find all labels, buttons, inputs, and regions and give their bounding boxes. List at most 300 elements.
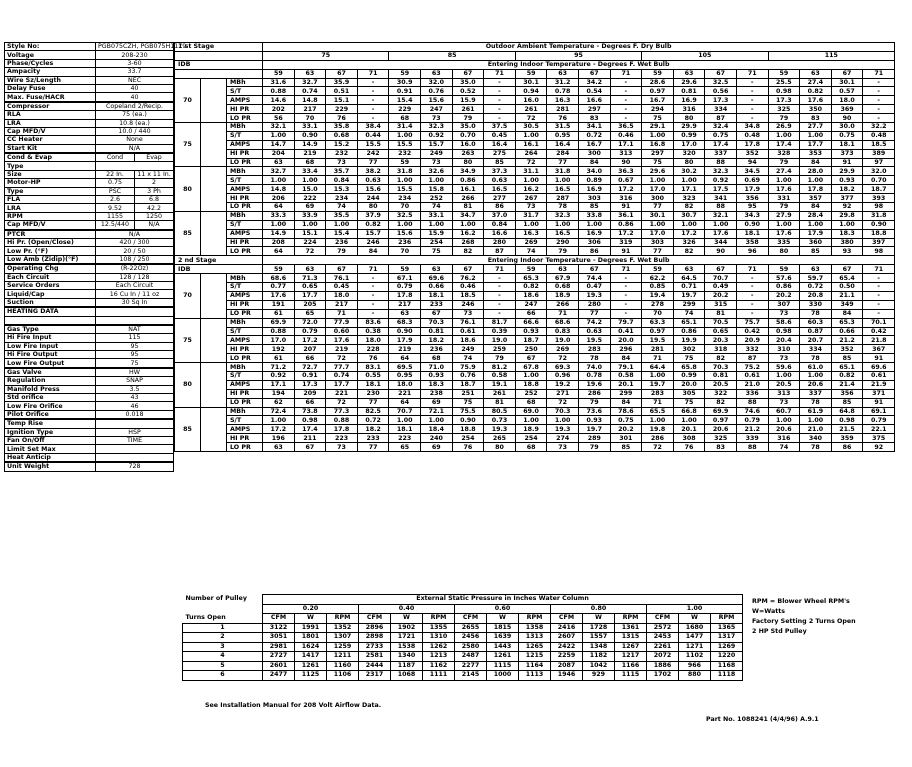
performance-value: 28.6: [642, 78, 674, 87]
spec-label: Unit Weight: [5, 462, 96, 471]
performance-value: 278: [642, 300, 674, 309]
performance-value: 393: [863, 194, 895, 203]
performance-value: -: [610, 105, 642, 114]
performance-value: 300: [578, 149, 610, 158]
performance-value: 84: [357, 247, 389, 256]
performance-value: 70: [642, 309, 674, 318]
performance-value: 70: [389, 247, 421, 256]
performance-value: 20.3: [705, 336, 737, 345]
performance-value: 335: [768, 238, 800, 247]
performance-value: 375: [863, 434, 895, 443]
performance-value: 0.87: [800, 327, 832, 336]
performance-value: 0.96: [547, 371, 579, 380]
performance-value: 70: [294, 114, 326, 123]
performance-value: 16.0: [515, 96, 547, 105]
wet-bulb-temp: 63: [421, 69, 453, 78]
performance-value: 32.7: [294, 78, 326, 87]
performance-value: 77.9: [326, 318, 358, 327]
metric-label: S/T: [227, 87, 263, 96]
performance-value: 35.7: [326, 167, 358, 176]
fan-value: 2727: [263, 652, 295, 662]
performance-value: 0.61: [452, 327, 484, 336]
spec-row: [5, 359, 174, 368]
performance-value: 76.1: [326, 274, 358, 283]
performance-value: 17.0: [642, 229, 674, 238]
performance-value: 18.3: [421, 380, 453, 389]
spec-row: [5, 238, 174, 246]
fan-value: 1361: [615, 623, 647, 633]
performance-row: [175, 105, 895, 114]
performance-value: -: [736, 300, 768, 309]
spec-row: [5, 410, 174, 419]
performance-value: 221: [326, 389, 358, 398]
fan-subheader: RPM: [711, 614, 743, 624]
spec-value: 0.018: [96, 410, 174, 419]
metric-label: HI PR: [227, 300, 263, 309]
wet-bulb-temp: 59: [263, 265, 295, 274]
performance-value: 261: [452, 105, 484, 114]
performance-value: 0.45: [326, 283, 358, 292]
performance-value: 32.1: [705, 211, 737, 220]
performance-value: 360: [800, 238, 832, 247]
performance-value: 15.5: [357, 140, 389, 149]
fan-value: 1220: [711, 652, 743, 662]
performance-value: 330: [800, 300, 832, 309]
performance-value: 313: [610, 149, 642, 158]
performance-value: 72: [547, 354, 579, 363]
performance-value: 18.8: [452, 425, 484, 434]
spec-row: [5, 59, 174, 67]
spec-label: Service Orders: [5, 281, 96, 289]
performance-value: 1.00: [768, 371, 800, 380]
performance-value: 0.79: [294, 327, 326, 336]
performance-value: -: [357, 105, 389, 114]
performance-value: 269: [547, 345, 579, 354]
performance-value: 20.6: [768, 425, 800, 434]
wet-bulb-temp: 63: [294, 69, 326, 78]
blank-cell: [175, 69, 263, 78]
performance-row: [175, 229, 895, 238]
fan-value: 2444: [359, 661, 391, 671]
fan-value: 1307: [327, 633, 359, 643]
metric-label: MBh: [227, 78, 263, 87]
performance-value: 77: [547, 158, 579, 167]
performance-value: 84: [610, 354, 642, 363]
blank-cell: [201, 123, 227, 167]
spec-label: Gas Type: [5, 325, 96, 334]
fan-value: 1702: [647, 671, 679, 681]
performance-value: 97: [863, 158, 895, 167]
performance-value: 65.5: [642, 407, 674, 416]
performance-value: 15.7: [357, 229, 389, 238]
performance-value: 0.72: [800, 283, 832, 292]
performance-value: 15.9: [452, 96, 484, 105]
fan-value: 1340: [391, 652, 423, 662]
performance-value: -: [484, 283, 516, 292]
performance-value: 0.92: [705, 176, 737, 185]
wet-bulb-temp: 59: [389, 69, 421, 78]
performance-value: 0.90: [452, 416, 484, 425]
performance-row: [175, 443, 895, 452]
wet-bulb-temp: 67: [452, 265, 484, 274]
fan-value: 2580: [455, 642, 487, 652]
performance-value: 17.1: [610, 140, 642, 149]
spec-label: Limit Set Max: [5, 445, 96, 453]
fan-value: 1217: [615, 652, 647, 662]
performance-value: 82: [705, 354, 737, 363]
fan-value: 2317: [359, 671, 391, 681]
performance-value: 29.9: [831, 167, 863, 176]
performance-value: 17.0: [263, 336, 295, 345]
metric-label: S/T: [227, 416, 263, 425]
spec-value: 3-60: [96, 59, 174, 67]
performance-value: 36.1: [610, 211, 642, 220]
performance-value: 16.9: [673, 96, 705, 105]
performance-value: 15.5: [389, 185, 421, 194]
wet-bulb-temp: 67: [705, 265, 737, 274]
performance-value: 0.61: [736, 371, 768, 380]
performance-value: 0.57: [831, 87, 863, 96]
metric-label: AMPS: [227, 380, 263, 389]
turns-open-label: Turns Open: [185, 614, 226, 621]
performance-value: 320: [673, 149, 705, 158]
spec-value: [96, 419, 174, 428]
performance-value: -: [736, 274, 768, 283]
turns-open: 2: [183, 633, 263, 643]
performance-value: 1.00: [515, 416, 547, 425]
performance-value: 0.46: [452, 283, 484, 292]
performance-value: 19.0: [484, 336, 516, 345]
performance-value: -: [863, 78, 895, 87]
idb-value: 85: [175, 407, 201, 451]
performance-value: 15.4: [326, 229, 358, 238]
blank-cell: [201, 78, 227, 122]
metric-label: AMPS: [227, 140, 263, 149]
performance-value: 69: [421, 398, 453, 407]
performance-value: 0.81: [421, 327, 453, 336]
performance-value: -: [484, 309, 516, 318]
performance-value: 71: [642, 354, 674, 363]
performance-value: 70.7: [705, 274, 737, 283]
performance-value: 76: [452, 443, 484, 452]
performance-value: 254: [515, 434, 547, 443]
performance-value: 73: [326, 158, 358, 167]
performance-value: 280: [484, 238, 516, 247]
performance-value: 31.8: [863, 211, 895, 220]
wet-bulb-temp: 59: [389, 265, 421, 274]
static-pressure: 1.00: [647, 604, 743, 614]
blank-cell: [201, 211, 227, 255]
performance-value: 64: [389, 354, 421, 363]
turns-open: 1: [183, 623, 263, 633]
performance-value: 34.3: [736, 211, 768, 220]
performance-value: 0.70: [863, 176, 895, 185]
fan-value: 2607: [551, 633, 583, 643]
performance-value: 0.65: [294, 283, 326, 292]
performance-row: [175, 407, 895, 416]
performance-value: 229: [389, 105, 421, 114]
performance-value: 32.0: [421, 78, 453, 87]
performance-row: [175, 416, 895, 425]
static-pressure-title: External Static Pressure in Inches Water Column: [263, 595, 743, 605]
performance-value: -: [736, 114, 768, 123]
performance-value: 0.78: [578, 371, 610, 380]
performance-value: 80: [673, 114, 705, 123]
performance-value: 75.7: [736, 318, 768, 327]
fan-value: 1213: [423, 652, 455, 662]
performance-value: 0.90: [294, 131, 326, 140]
performance-value: 79: [768, 114, 800, 123]
performance-value: 18.2: [831, 185, 863, 194]
fan-value: 1317: [711, 633, 743, 643]
performance-value: 85: [484, 158, 516, 167]
fan-value: 1355: [423, 623, 455, 633]
performance-value: 78: [800, 443, 832, 452]
performance-value: 65: [389, 443, 421, 452]
performance-value: 83.1: [357, 363, 389, 372]
performance-value: 19.7: [673, 291, 705, 300]
performance-row: [175, 78, 895, 87]
spec-value: 16 Cu In / 11 oz: [96, 290, 174, 298]
performance-value: 196: [263, 434, 295, 443]
performance-value: 15.6: [421, 96, 453, 105]
performance-value: 62: [263, 398, 295, 407]
performance-value: 31.7: [515, 211, 547, 220]
performance-value: 367: [863, 345, 895, 354]
fan-value: 2581: [359, 652, 391, 662]
spec-value-2: 42.2: [135, 204, 174, 212]
performance-value: 0.48: [863, 131, 895, 140]
performance-value: 31.8: [389, 167, 421, 176]
performance-value: 18.0: [326, 291, 358, 300]
performance-value: 60.3: [800, 318, 832, 327]
performance-value: 36.3: [610, 167, 642, 176]
performance-value: 16.3: [547, 96, 579, 105]
performance-value: 1.00: [515, 176, 547, 185]
performance-value: 19.9: [673, 336, 705, 345]
performance-value: 85: [578, 203, 610, 212]
performance-row: [175, 425, 895, 434]
performance-value: 18.1: [421, 291, 453, 300]
performance-value: 0.46: [610, 131, 642, 140]
performance-value: 18.5: [863, 140, 895, 149]
performance-value: 19.6: [578, 380, 610, 389]
performance-value: 389: [863, 149, 895, 158]
performance-value: 27.4: [768, 167, 800, 176]
performance-value: 71.2: [263, 363, 295, 372]
spec-label: Start Kit: [5, 144, 96, 153]
metric-label: HI PR: [227, 389, 263, 398]
performance-value: 86: [578, 247, 610, 256]
spec-value: NAT: [96, 325, 174, 334]
spec-value: HW: [96, 368, 174, 377]
performance-value: 21.2: [831, 336, 863, 345]
performance-value: 33.3: [263, 211, 295, 220]
performance-row: [175, 140, 895, 149]
performance-value: 90: [831, 114, 863, 123]
performance-value: 246: [357, 238, 389, 247]
spec-value: Cond: [96, 153, 135, 162]
performance-row: [175, 247, 895, 256]
performance-value: 70.3: [705, 363, 737, 372]
performance-value: -: [863, 105, 895, 114]
performance-value: 14.9: [263, 229, 295, 238]
performance-value: 83.6: [357, 318, 389, 327]
performance-value: 96: [736, 247, 768, 256]
fan-subheader: CFM: [455, 614, 487, 624]
metric-label: S/T: [227, 220, 263, 229]
performance-value: 30.2: [673, 167, 705, 176]
performance-value: 275: [484, 149, 516, 158]
grid-header-row: [175, 256, 895, 265]
performance-value: 66.8: [673, 407, 705, 416]
performance-value: -: [863, 309, 895, 318]
spec-label: Low Fire Orifice: [5, 402, 96, 410]
wet-bulb-temp: 71: [610, 69, 642, 78]
spec-label: Compressor: [5, 102, 96, 111]
fan-value: 2981: [263, 642, 295, 652]
metric-label: HI PR: [227, 149, 263, 158]
spec-row: [5, 385, 174, 393]
spec-value: 33.7: [96, 68, 174, 76]
spec-label: FLA: [5, 196, 96, 204]
performance-row: [175, 149, 895, 158]
performance-value: 0.69: [736, 176, 768, 185]
performance-value: 1.00: [768, 131, 800, 140]
performance-value: 17.6: [705, 229, 737, 238]
performance-value: 204: [263, 149, 295, 158]
performance-value: 78: [800, 354, 832, 363]
metric-label: HI PR: [227, 434, 263, 443]
performance-value: 1.00: [547, 220, 579, 229]
performance-row: [175, 114, 895, 123]
performance-value: 70.5: [705, 318, 737, 327]
spec-value: 108 / 250: [96, 255, 174, 264]
performance-value: 397: [863, 238, 895, 247]
outdoor-temp: 105: [642, 51, 768, 60]
spec-label: Suction: [5, 298, 96, 307]
spec-row: [5, 402, 174, 410]
performance-value: 66: [294, 398, 326, 407]
performance-value: 0.82: [800, 87, 832, 96]
performance-value: 266: [452, 194, 484, 203]
performance-value: 1.00: [421, 220, 453, 229]
performance-value: 17.1: [263, 380, 295, 389]
performance-value: 17.6: [800, 96, 832, 105]
spec-label: Delay Fuse: [5, 84, 96, 92]
performance-value: 240: [421, 434, 453, 443]
spec-row: [5, 144, 174, 153]
performance-value: 356: [736, 194, 768, 203]
metric-label: LO PR: [227, 158, 263, 167]
fan-value: 1477: [679, 633, 711, 643]
fan-subheader: CFM: [551, 614, 583, 624]
spec-value: 3.5: [96, 385, 174, 393]
spec-value: 2.6: [96, 196, 135, 204]
performance-value: 73: [326, 443, 358, 452]
performance-value: 192: [263, 345, 295, 354]
spec-value: 22 In.: [96, 170, 135, 178]
spec-row: [5, 334, 174, 342]
cooling-performance-table: [174, 42, 894, 452]
performance-value: 0.81: [705, 371, 737, 380]
fan-value: 1358: [519, 623, 551, 633]
spec-label: Gas Valve: [5, 368, 96, 377]
spec-label: Wire Sz/Length: [5, 76, 96, 84]
idb-value: 80: [175, 363, 201, 407]
performance-value: 16.1: [452, 185, 484, 194]
performance-value: 0.70: [452, 131, 484, 140]
spec-value-2: 11 x 11 In.: [135, 170, 174, 178]
performance-value: 74: [515, 247, 547, 256]
spec-value: 43: [96, 394, 174, 402]
performance-value: -: [610, 96, 642, 105]
performance-value: 72.7: [294, 363, 326, 372]
performance-value: 18.7: [452, 380, 484, 389]
performance-value: 0.66: [421, 283, 453, 292]
performance-row: [175, 238, 895, 247]
performance-value: 30.1: [831, 78, 863, 87]
performance-value: 26.9: [768, 123, 800, 132]
spec-label: Hi Fire Output: [5, 351, 96, 359]
performance-value: 38.2: [357, 167, 389, 176]
performance-value: 0.92: [421, 131, 453, 140]
performance-value: 17.3: [294, 380, 326, 389]
performance-value: 20.5: [705, 380, 737, 389]
performance-value: 246: [452, 300, 484, 309]
metric-label: AMPS: [227, 425, 263, 434]
performance-value: -: [610, 291, 642, 300]
performance-value: 29.9: [673, 123, 705, 132]
performance-value: 91: [863, 398, 895, 407]
performance-value: 72.1: [421, 407, 453, 416]
performance-value: 57.6: [768, 274, 800, 283]
legend-note: W=Watts: [752, 608, 785, 615]
performance-value: 20.9: [736, 336, 768, 345]
performance-value: 0.42: [863, 327, 895, 336]
metric-label: LO PR: [227, 443, 263, 452]
fan-value: 1102: [679, 652, 711, 662]
performance-value: 296: [610, 345, 642, 354]
performance-value: 229: [326, 105, 358, 114]
performance-value: 15.7: [421, 140, 453, 149]
performance-value: 72.4: [263, 407, 295, 416]
performance-value: 32.7: [263, 167, 295, 176]
performance-value: 19.2: [547, 380, 579, 389]
performance-value: -: [736, 96, 768, 105]
performance-value: 61.9: [800, 407, 832, 416]
performance-value: 0.48: [736, 131, 768, 140]
performance-value: 32.3: [547, 211, 579, 220]
metric-label: AMPS: [227, 96, 263, 105]
performance-value: -: [863, 283, 895, 292]
fan-value: 1315: [615, 633, 647, 643]
performance-value: 30.5: [515, 123, 547, 132]
performance-value: 84: [610, 398, 642, 407]
performance-value: 0.88: [263, 327, 295, 336]
performance-value: 65.3: [831, 318, 863, 327]
performance-value: 86: [831, 443, 863, 452]
performance-value: -: [484, 78, 516, 87]
fan-value: 1115: [487, 661, 519, 671]
performance-value: 88: [736, 443, 768, 452]
spec-label: LRA: [5, 204, 96, 212]
performance-value: 20.7: [800, 336, 832, 345]
spec-label: Each Circuit: [5, 273, 96, 281]
performance-value: 1.00: [515, 131, 547, 140]
spec-label: Cap MFD/V: [5, 221, 96, 230]
spec-label: Hi Pr. (Open/Close): [5, 238, 96, 246]
